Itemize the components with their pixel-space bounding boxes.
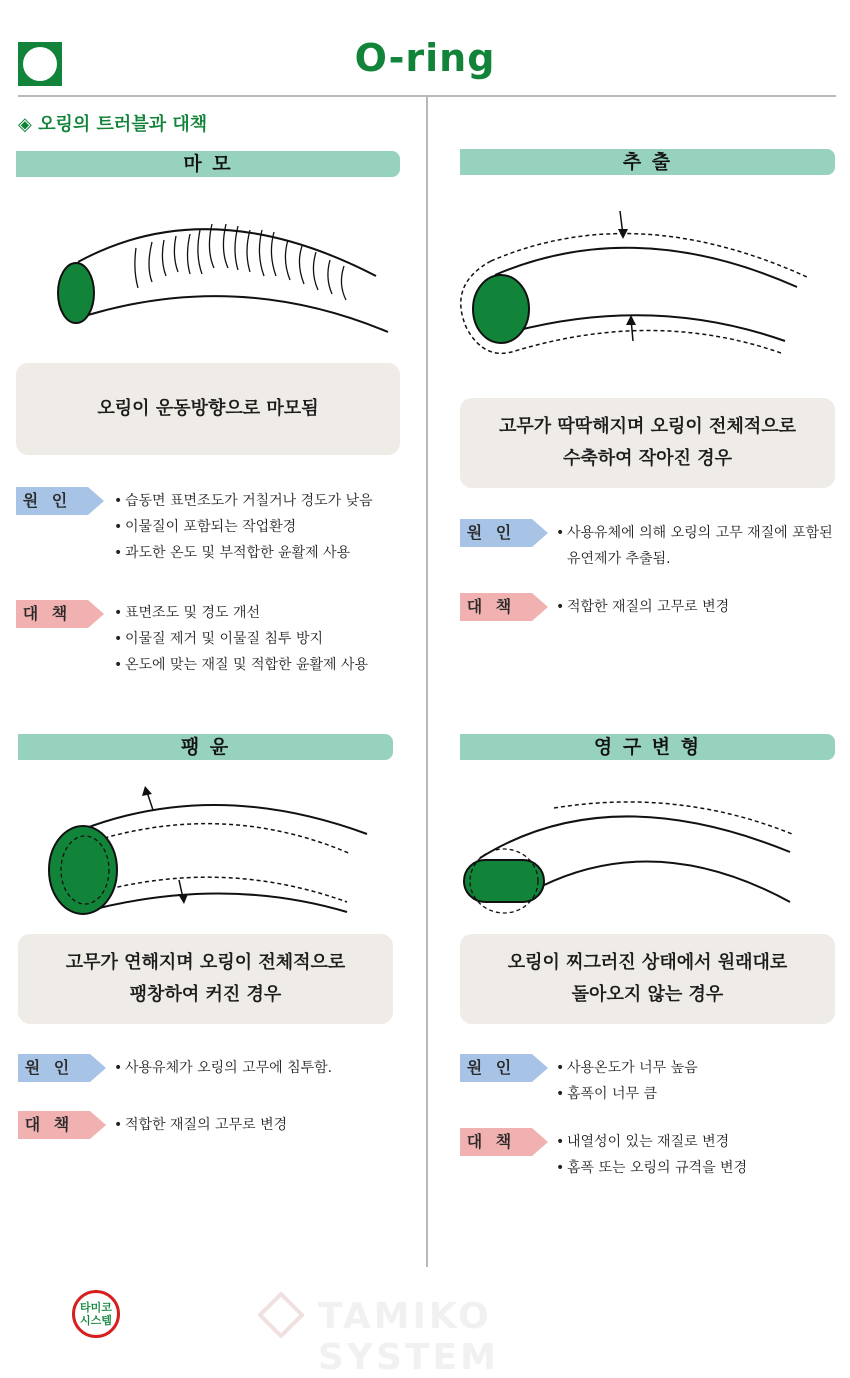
section-heading-extraction: 추 출 xyxy=(460,149,835,175)
watermark-logo: TAMIKO SYSTEM xyxy=(258,1290,658,1340)
permanent-set-fix-list xyxy=(556,1129,841,1181)
list-item: • 이물질이 포함되는 작업환경 xyxy=(114,514,414,540)
list-item: • 과도한 온도 및 부적합한 윤활제 사용 xyxy=(114,540,414,566)
extraction-fix-list xyxy=(556,594,841,620)
swelling-cause-list xyxy=(114,1055,414,1081)
wear-cause-tag: 원 인 xyxy=(16,487,104,515)
page-title: O-ring xyxy=(354,36,496,80)
column-divider xyxy=(426,97,428,1267)
extraction-fix-tag: 대 책 xyxy=(460,593,548,621)
extraction-description: 고무가 딱딱해지며 오링이 전체적으로 수축하여 작아진 경우 xyxy=(460,398,835,488)
swelling-description: 고무가 연해지며 오링이 전체적으로 팽창하여 커진 경우 xyxy=(18,934,393,1024)
section-heading-swelling: 팽 윤 xyxy=(18,734,393,760)
list-item: • 표면조도 및 경도 개선 xyxy=(114,600,414,626)
permanent-set-description: 오링이 찌그러진 상태에서 원래대로 돌아오지 않는 경우 xyxy=(460,934,835,1024)
section-heading-wear: 마 모 xyxy=(16,151,400,177)
swelling-illustration xyxy=(45,782,385,922)
permanent-set-cause-tag: 원 인 xyxy=(460,1054,548,1082)
wear-cause-list xyxy=(114,488,414,566)
wear-fix-list xyxy=(114,600,414,678)
section-heading-permanent-set: 영 구 변 형 xyxy=(460,734,835,760)
swelling-fix-list xyxy=(114,1112,414,1138)
wear-fix-tag: 대 책 xyxy=(16,600,104,628)
list-item: • 홈폭 또는 오링의 규격을 변경 xyxy=(556,1155,841,1181)
list-item: • 적합한 재질의 고무로 변경 xyxy=(114,1112,414,1138)
list-item: • 사용유체가 오링의 고무에 침투함. xyxy=(114,1055,414,1081)
permanent-set-illustration xyxy=(458,790,808,920)
extraction-illustration xyxy=(455,205,825,365)
list-item: • 홈폭이 너무 큼 xyxy=(556,1081,841,1107)
swelling-fix-tag: 대 책 xyxy=(18,1111,106,1139)
list-item: • 내열성이 있는 재질로 변경 xyxy=(556,1129,841,1155)
wear-description: 오링이 운동방향으로 마모됨 xyxy=(16,363,400,455)
extraction-cause-tag: 원 인 xyxy=(460,519,548,547)
company-logo: 타미코 시스템 xyxy=(72,1290,120,1338)
list-item: • 적합한 재질의 고무로 변경 xyxy=(556,594,841,620)
wear-illustration xyxy=(40,200,390,350)
list-item: • 이물질 제거 및 이물질 침투 방지 xyxy=(114,626,414,652)
page-subtitle: ◈ 오링의 트러블과 대책 xyxy=(18,114,208,135)
permanent-set-fix-tag: 대 책 xyxy=(460,1128,548,1156)
list-item: 유연제가 추출됨. xyxy=(567,551,671,567)
list-item: • 사용유체에 의해 오링의 고무 재질에 포함된 xyxy=(556,520,841,546)
extraction-cause-list xyxy=(556,520,841,572)
permanent-set-cause-list xyxy=(556,1055,841,1107)
list-item: • 온도에 맞는 재질 및 적합한 윤활제 사용 xyxy=(114,652,414,678)
swelling-cause-tag: 원 인 xyxy=(18,1054,106,1082)
list-item: • 습동면 표면조도가 거칠거나 경도가 낮음 xyxy=(114,488,414,514)
list-item: • 사용온도가 너무 높음 xyxy=(556,1055,841,1081)
